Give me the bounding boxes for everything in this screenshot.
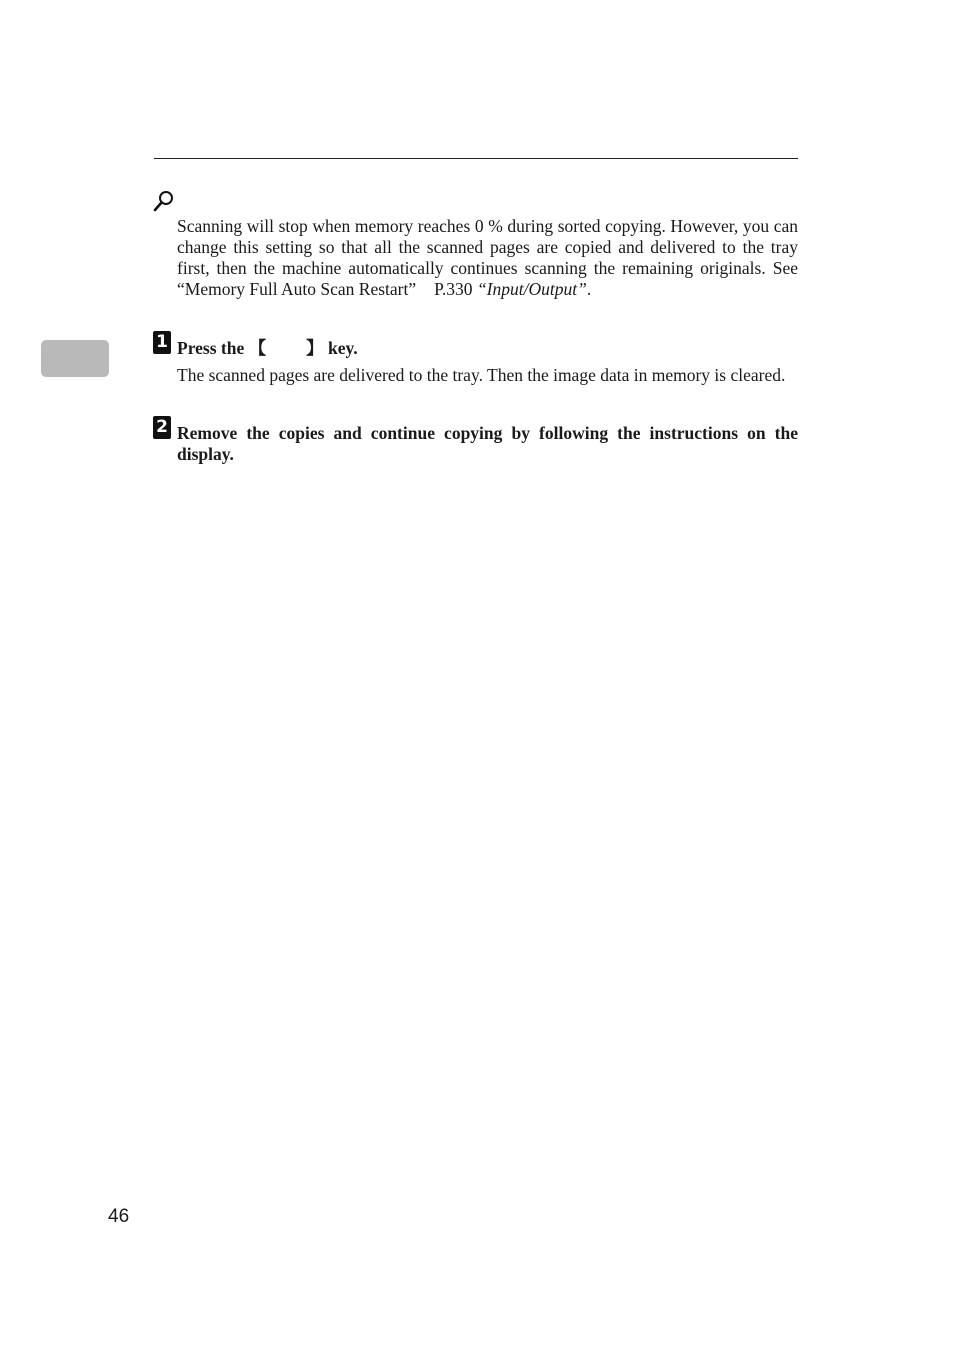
reference-note [177,216,798,300]
step-1-title-before: Press the [177,338,245,358]
note-page-ref: P.330 [434,279,473,299]
chapter-tab [41,340,109,377]
note-end: . [586,279,592,299]
key-bracket-close: 】 [306,338,324,358]
note-section-ref: “Input/Output” [476,279,587,299]
magnifier-icon [153,190,175,212]
step-1-title-after: key. [327,338,358,358]
header-rule [154,158,798,159]
step-1-title [177,338,798,359]
step-number-1: 1 [153,331,171,354]
step-number-2: 2 [153,416,171,439]
page-number: 46 [108,1206,130,1227]
key-bracket-open: 【 [248,338,267,358]
note-text: Scanning will stop when memory reaches 0 % during sorted copying. However, you can change this setting so that all the scanned pages are copied and delivered to the tray first, then the machine automatically continues scanning the remaining originals. See “Memory Full Auto Scan Restart” [177,216,798,299]
step-1-body: The scanned pages are delivered to the tray. Then the image data in memory is cleared. [177,365,786,385]
step-2-title: Remove the copies and continue copying by following the instructions on the display. [177,423,798,464]
